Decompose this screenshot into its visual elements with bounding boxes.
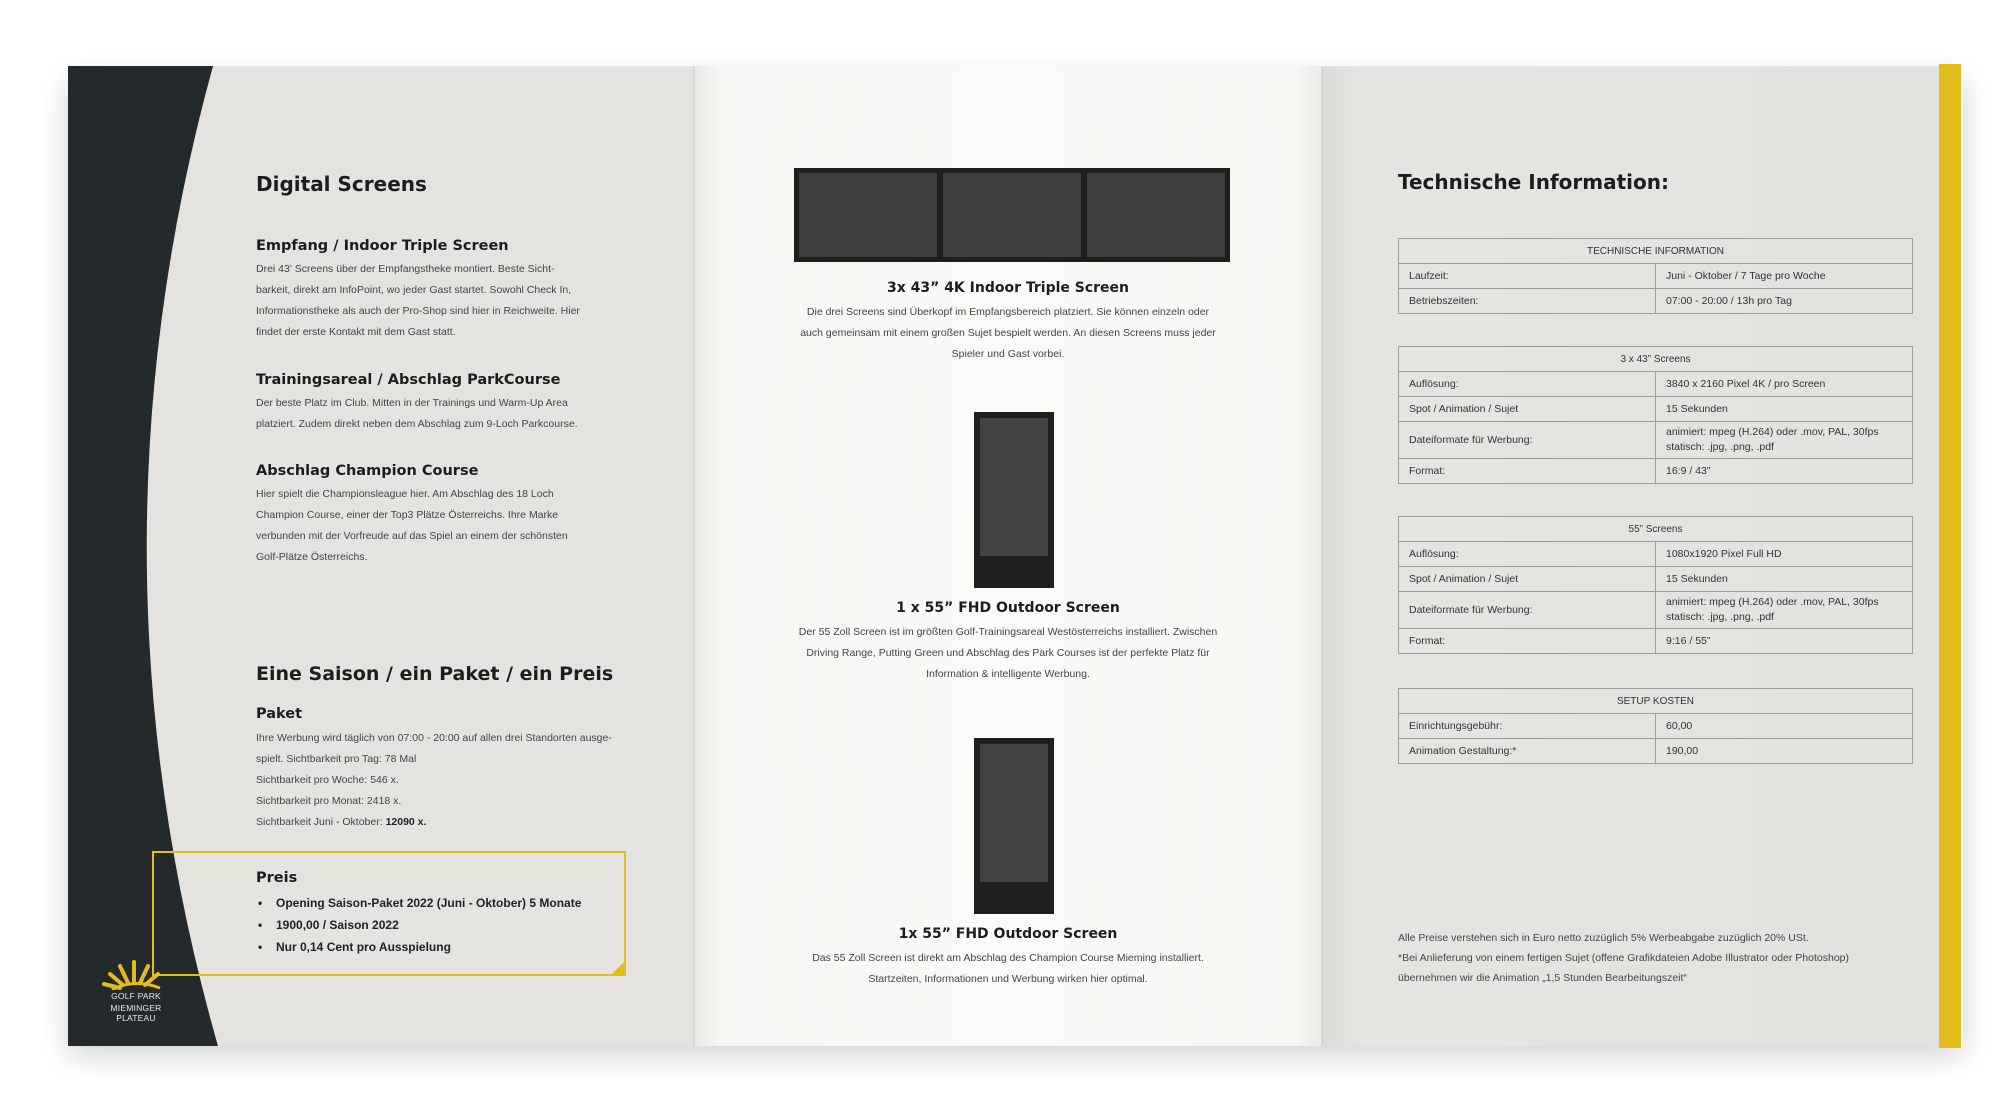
table-55-screens [1398, 516, 1913, 654]
digital-screens-title: Digital Screens [256, 172, 427, 196]
section-heading-trainingsareal: Trainingsareal / Abschlag ParkCourse [256, 372, 561, 388]
table-setup-kosten [1398, 688, 1913, 764]
section-heading-champion: Abschlag Champion Course [256, 463, 479, 479]
right-panel [1322, 66, 1939, 1046]
section-text-champion: Hier spielt die Championsleague hier. Am Abschlag des 18 Loch Champion Course, einer der Top3 Plätze Österreichs. Ihre Marke verbunden mit der Vorfreude auf das Spiel an einem der schönsten Golf-Plätze Österreichs. [256, 488, 568, 563]
golf-park-logo [90, 956, 180, 1023]
table-row: Spot / Animation / Sujet 15 Sekunden [1399, 397, 1913, 422]
section-text-trainingsareal: Der beste Platz im Club. Mitten in der Trainings und Warm-Up Area platziert. Zudem direkt neben dem Abschlag zum 9-Loch Parkcourse. [256, 397, 578, 430]
preis-item: • Nur 0,14 Cent pro Ausspielung [258, 936, 581, 958]
sun-icon [90, 956, 180, 990]
table-row: Format: 16:9 / 43” [1399, 459, 1913, 484]
table-row: Auflösung: 3840 x 2160 Pixel 4K / pro Screen [1399, 372, 1913, 397]
preis-heading: Preis [256, 870, 298, 886]
logo-line-2: MIEMINGER PLATEAU [110, 1003, 162, 1023]
price-footnotes: Alle Preise verstehen sich in Euro netto zuzüglich 5% Werbeabgabe zuzüglich 20% USt. *Bei Anlieferung von einem fertigen Sujet (offene Grafikdateien Adobe Illustrator oder Photoshop) übernehmen wir die Animation „1,5 Stunden Bearbeitungszeit“ [1398, 932, 1850, 984]
outdoor-screen-graphic-2 [974, 738, 1054, 914]
section-heading-empfang: Empfang / Indoor Triple Screen [256, 238, 509, 254]
table-row: Betriebszeiten: 07:00 - 20:00 / 13h pro Tag [1399, 289, 1913, 314]
table-row: Auflösung: 1080x1920 Pixel Full HD [1399, 542, 1913, 567]
screen-desc-outdoor-1: Der 55 Zoll Screen ist im größten Golf-Trainingsareal Westösterreichs installiert. Zwischen Driving Range, Putting Green und Abschlag des Park Courses ist der perfekte Platz für Information & intelligente Werbung. [798, 626, 1218, 680]
screen-desc-triple: Die drei Screens sind Überkopf im Empfangsbereich platziert. Sie können einzeln oder auch gemeinsam mit einem großen Sujet bespielt werden. An diesen Screens muss jeder Spieler und Gast vorbei. [800, 306, 1216, 360]
table-technische-information [1398, 238, 1913, 314]
table-header: SETUP KOSTEN [1399, 689, 1913, 714]
logo-line-1: GOLF PARK [111, 991, 161, 1001]
middle-panel [694, 66, 1322, 1046]
table-header: TECHNISCHE INFORMATION [1399, 239, 1913, 264]
table-row: Dateiformate für Werbung: animiert: mpeg (H.264) oder .mov, PAL, 30fps statisch: .jpg, .png, .pdf [1399, 422, 1913, 459]
triple-screen-graphic [794, 168, 1230, 262]
table-43-screens [1398, 346, 1913, 484]
fold-line [1321, 66, 1323, 1046]
paket-text: Ihre Werbung wird täglich von 07:00 - 20:00 auf allen drei Standorten ausge- spielt. Sichtbarkeit pro Tag: 78 Mal Sichtbarkeit pro Woche: 546 x. Sichtbarkeit pro Monat: 2418 x. Sichtbarkeit Juni - Oktober: 12090 x. [256, 732, 612, 828]
screen-caption-outdoor-2: 1x 55” FHD Outdoor Screen [898, 926, 1118, 942]
preis-item: • Opening Saison-Paket 2022 (Juni - Oktober) 5 Monate [258, 892, 581, 914]
screen-caption-triple: 3x 43” 4K Indoor Triple Screen [886, 280, 1130, 296]
table-row: Spot / Animation / Sujet 15 Sekunden [1399, 567, 1913, 592]
outdoor-screen-graphic-1 [974, 412, 1054, 588]
left-panel [68, 66, 694, 1046]
table-row: Dateiformate für Werbung: animiert: mpeg (H.264) oder .mov, PAL, 30fps statisch: .jpg, .png, .pdf [1399, 592, 1913, 629]
table-row: Format: 9:16 / 55” [1399, 629, 1913, 654]
screen-desc-outdoor-2: Das 55 Zoll Screen ist direkt am Abschlag des Champion Course Mieming installiert. Startzeiten, Informationen und Werbung wirken hier optimal. [812, 952, 1204, 985]
yellow-edge [1939, 64, 1961, 1048]
table-row: Einrichtungsgebühr: 60,00 [1399, 714, 1913, 739]
table-row: Animation Gestaltung:* 190,00 [1399, 739, 1913, 764]
preis-item: • 1900,00 / Saison 2022 [258, 914, 581, 936]
table-header: 55” Screens [1399, 517, 1913, 542]
table-header: 3 x 43” Screens [1399, 347, 1913, 372]
technische-information-title: Technische Information: [1398, 170, 1669, 194]
table-row: Laufzeit: Juni - Oktober / 7 Tage pro Woche [1399, 264, 1913, 289]
fold-line [693, 66, 695, 1046]
preis-list [258, 892, 581, 958]
section-text-empfang: Drei 43' Screens über der Empfangstheke montiert. Beste Sicht- barkeit, direkt am InfoPoint, wo jeder Gast startet. Sowohl Check In, Informationstheke als auch der Pro-Shop sind hier in Reichweite. Hier findet der erste Kontakt mit dem Gast statt. [256, 263, 580, 338]
paket-heading: Paket [256, 706, 303, 722]
screen-caption-outdoor-1: 1 x 55” FHD Outdoor Screen [896, 600, 1120, 616]
season-title: Eine Saison / ein Paket / ein Preis [256, 663, 614, 685]
